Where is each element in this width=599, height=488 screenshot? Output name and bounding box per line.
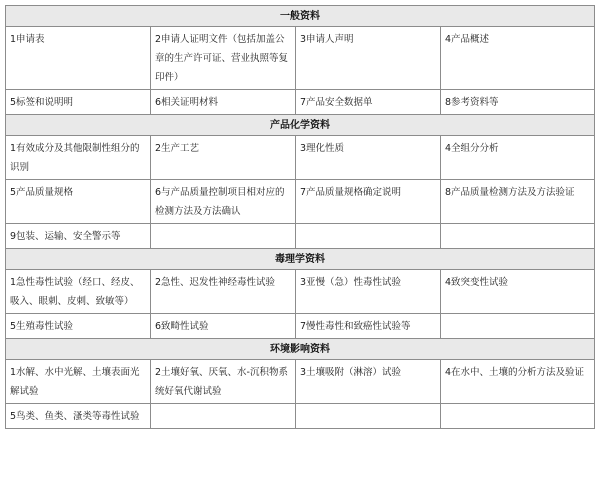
table-cell: 5标签和说明明 <box>6 90 151 115</box>
table-cell: 2生产工艺 <box>151 136 296 180</box>
table-cell: 6致畸性试验 <box>151 314 296 339</box>
table-cell: 5产品质量规格 <box>6 180 151 224</box>
table-cell: 6相关证明材料 <box>151 90 296 115</box>
table-row <box>6 360 595 404</box>
table-row <box>6 314 595 339</box>
table-row <box>6 136 595 180</box>
table-cell: 4致突变性试验 <box>441 270 595 314</box>
section-title: 环境影响资料 <box>6 339 595 360</box>
table-cell: 8产品质量检测方法及方法验证 <box>441 180 595 224</box>
table-cell: 2急性、迟发性神经毒性试验 <box>151 270 296 314</box>
table-cell: 1水解、水中光解、土壤表面光解试验 <box>6 360 151 404</box>
table-cell: 5生殖毒性试验 <box>6 314 151 339</box>
table-row <box>6 180 595 224</box>
table-cell <box>441 404 595 429</box>
table-row <box>6 270 595 314</box>
table-cell: 3亚慢（急）性毒性试验 <box>296 270 441 314</box>
table-cell: 2申请人证明文件（包括加盖公章的生产许可证、营业执照等复印件） <box>151 27 296 90</box>
table-cell: 6与产品质量控制项目相对应的检测方法及方法确认 <box>151 180 296 224</box>
section-title: 产品化学资料 <box>6 115 595 136</box>
table-cell <box>441 314 595 339</box>
table-cell: 1有效成分及其他限制性组分的识别 <box>6 136 151 180</box>
table-cell <box>441 224 595 249</box>
table-cell <box>151 404 296 429</box>
table-row <box>6 224 595 249</box>
table-row <box>6 27 595 90</box>
table-cell <box>296 404 441 429</box>
section-title: 毒理学资料 <box>6 249 595 270</box>
table-cell: 1申请表 <box>6 27 151 90</box>
section-header-row <box>6 249 595 270</box>
table-cell: 4全组分分析 <box>441 136 595 180</box>
table-cell: 7慢性毒性和致癌性试验等 <box>296 314 441 339</box>
table-cell: 5鸟类、鱼类、溞类等毒性试验 <box>6 404 151 429</box>
table-row <box>6 90 595 115</box>
table-body <box>6 6 595 429</box>
table-cell: 4产品概述 <box>441 27 595 90</box>
table-cell: 9包装、运输、安全警示等 <box>6 224 151 249</box>
section-header-row <box>6 115 595 136</box>
table-cell: 8参考资料等 <box>441 90 595 115</box>
table-cell: 3土壤吸附（淋溶）试验 <box>296 360 441 404</box>
table-cell: 7产品安全数据单 <box>296 90 441 115</box>
table-cell: 4在水中、土壤的分析方法及验证 <box>441 360 595 404</box>
requirements-table <box>5 5 595 429</box>
table-row <box>6 404 595 429</box>
table-cell <box>296 224 441 249</box>
table-cell: 2土壤好氧、厌氧、水-沉积物系统好氧代谢试验 <box>151 360 296 404</box>
table-cell: 3理化性质 <box>296 136 441 180</box>
table-cell: 3申请人声明 <box>296 27 441 90</box>
table-cell: 7产品质量规格确定说明 <box>296 180 441 224</box>
section-header-row <box>6 6 595 27</box>
section-header-row <box>6 339 595 360</box>
table-cell: 1急性毒性试验（经口、经皮、吸入、眼刺、皮刺、致敏等） <box>6 270 151 314</box>
section-title: 一般资料 <box>6 6 595 27</box>
table-cell <box>151 224 296 249</box>
